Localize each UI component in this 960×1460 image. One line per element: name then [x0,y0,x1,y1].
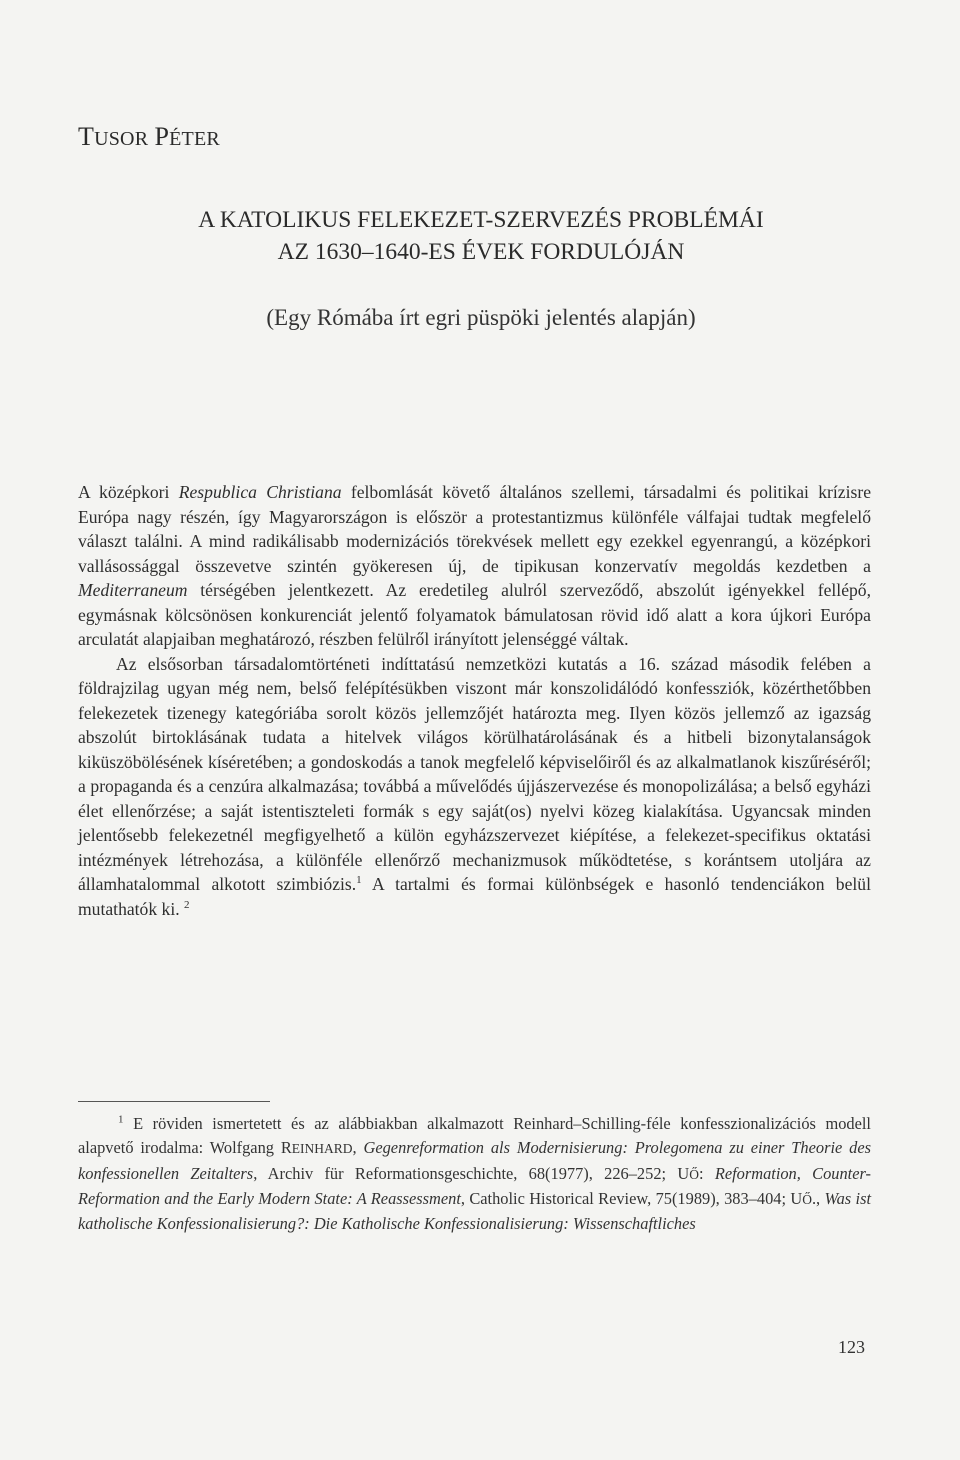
fn-text-b: , [352,1138,364,1158]
fn-italic-reformation: Reformation, Counter-Reformation and the Early Modern State: A Reassessment [78,1163,872,1208]
fn-text-a: E röviden ismertetett és az alábbiakban alkalmazott Reinhard–Schilling-féle konfesszionalizációs modell alapvető irodalma: Wolfgang [78,1114,871,1158]
title-line-1: A KATOLIKUS FELEKEZET-SZERVEZÉS PROBLÉMÁI [198,207,764,233]
fn-uo-cap-1: U [677,1163,690,1183]
p2-text-a: Az elsősorban társadalomtörténeti indíttatású nemzetközi kutatás a 16. század második felében a földrajzilag ugyan még nem, belső felépítésükben viszont már konszolidálódó konfessziók, közérthetőbben felekezetek tizenegy kategóriába sorolt közös jellemzőjét határozta meg. Ilyen közös jellemző az igazság abszolút birtoklásának tudata a hitelvek világos körülhatárolásának és a hitbeli bizonytalanságok kiküszöbölésének kíséretében; a gondoskodás a tanok megfelelő képviselőiről és az alkalmatlanok kiszűréséről; a propaganda és a cenzúra alkalmazása; továbbá a művelődés újjászervezése és monopolizálása; a belső egyházi élet ellenőrzése; a saját istentiszteleti formák s egy saját(os) nyelvi közeg kialakítása. Ugyancsak minden jelentősebb felekezetnél megfigyelhető a külön egyházszervezet kiépítése, a felekezet-specifikus oktatási intézmények létrehozása, a különféle ellenőrző mechanizmusok működtetése, s korántsem utoljára az államhatalommal alkotott szimbiózis. [78,653,871,894]
fn-reinhard-cap: R [280,1138,292,1158]
page-number: 123 [838,1337,865,1357]
author-last-rest: ÉTER [169,128,220,150]
author-last-initial: P [154,122,170,151]
footnote-1 [78,1112,871,1236]
fn-reinhard-sc: EINHARD [291,1141,353,1157]
p1-text-b: felbomlását követő általános szellemi, társadalmi és politikai krízisre Európa nagy részén, így Magyarországon is először a protestantizmus különféle válfajai tudtak megfelelő választ találni. A mind radikálisabb modernizációs törekvések mellett egy ezekkel egyenrangú, a középkori vallásossággal összevetve szintén gyökeresen új, de tipikusan konzervatív megoldás kezdetben a [78,482,872,576]
fn-uo-sc-1: Ő [689,1166,699,1182]
author-name [78,122,220,152]
body-text [78,480,871,921]
fn-text-e: , Catholic Historical Review, 75(1989), 383–404; [460,1188,791,1208]
paragraph-1 [78,480,871,652]
footnote-ref-1[interactable]: 1 [356,874,362,887]
paragraph-2 [78,652,871,922]
fn-text-c: , Archiv für Reformationsgeschichte, 68(1977), 226–252; [253,1163,678,1183]
footnote-number: 1 [118,1113,124,1126]
fn-text-d: : [698,1163,715,1183]
p1-text-c: térségében jelentkezett. Az eredetileg alulról szerveződő, abszolút igényekkel fellépő, egymásnak kölcsönösen konkurenciát jelentő folyamatok bámulatosan rövid idő alatt a kora újkori Európa arculatát alapjaiban meghatározó, részben felülről irányított jelenséggé váltak. [78,580,871,649]
p1-italic-respublica: Respublica Christiana [178,482,342,502]
p1-text-a: A középkori [78,482,179,502]
author-first-initial: T [78,122,95,151]
p2-text-b: A tartalmi és formai különbségek e hasonló tendenciákon belül mutathatók ki. [78,874,871,919]
fn-text-f: ., [811,1188,825,1208]
fn-uo-sc-2: Ő [802,1191,812,1207]
footnote-ref-2[interactable]: 2 [184,898,190,911]
title-line-2: AZ 1630–1640-ES ÉVEK FORDULÓJÁN [277,239,685,265]
p1-italic-mediterraneum: Mediterraneum [78,580,188,600]
author-first-rest: USOR [94,128,149,150]
article-title [78,204,884,268]
footnote-divider [78,1101,270,1102]
article-subtitle: (Egy Rómába írt egri püspöki jelentés alapján) [266,305,696,330]
fn-uo-cap-2: U [790,1188,803,1208]
fn-italic-gegenreformation: Gegenreformation als Modernisierung: Prolegomena zu einer Theorie des konfessionellen Zeitalters [78,1138,871,1183]
fn-italic-was-ist: Was ist katholische Konfessionalisierung?: Die Katholische Konfessionalisierung: Wissenschaftliches [78,1188,872,1234]
